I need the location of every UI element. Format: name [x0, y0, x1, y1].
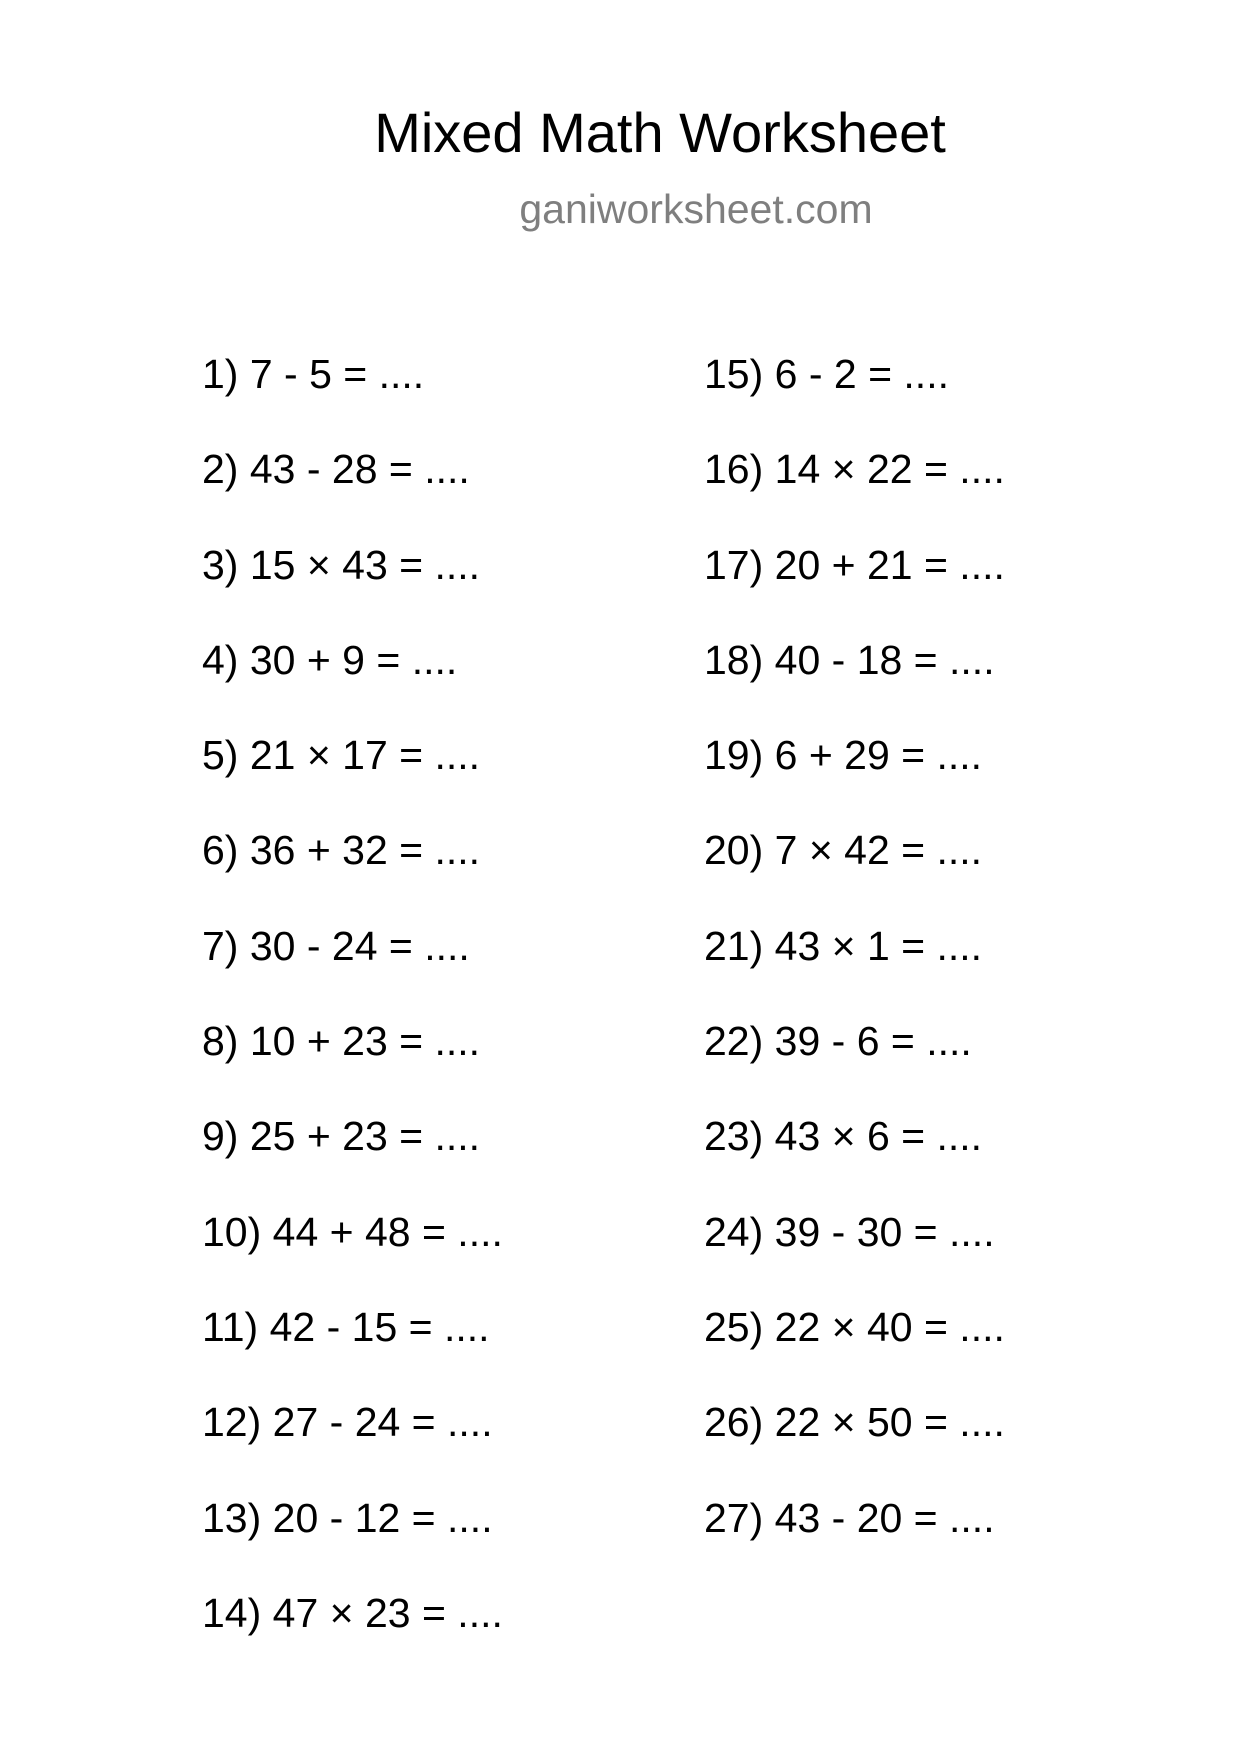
problem-column-left: [202, 349, 503, 1683]
problem-column-right: [704, 349, 1005, 1588]
problem-6: 6) 36 + 32 = ....: [202, 827, 481, 874]
problem-25: 25) 22 × 40 = ....: [704, 1303, 1005, 1350]
problem-12: 12) 27 - 24 = ....: [202, 1399, 493, 1446]
problem-8: 8) 10 + 23 = ....: [202, 1018, 481, 1065]
problem-15: 15) 6 - 2 = ....: [704, 351, 949, 397]
page-title: Mixed Math Worksheet: [374, 101, 946, 164]
problem-16: 16) 14 × 22 = ....: [704, 446, 1005, 493]
problem-11: 11) 42 - 15 = ....: [202, 1303, 490, 1350]
problem-19: 19) 6 + 29 = ....: [704, 732, 983, 779]
problem-3: 3) 15 × 43 = ....: [202, 541, 481, 588]
problem-22: 22) 39 - 6 = ....: [704, 1018, 972, 1065]
problem-1: 1) 7 - 5 = ....: [202, 351, 425, 397]
problem-14: 14) 47 × 23 = ....: [202, 1589, 503, 1636]
problem-4: 4) 30 + 9 = ....: [202, 636, 458, 683]
problem-13: 13) 20 - 12 = ....: [202, 1494, 493, 1541]
problem-20: 20) 7 × 42 = ....: [704, 827, 983, 874]
problem-24: 24) 39 - 30 = ....: [704, 1208, 995, 1255]
problem-17: 17) 20 + 21 = ....: [704, 541, 1005, 588]
problem-10: 10) 44 + 48 = ....: [202, 1208, 503, 1255]
problem-2: 2) 43 - 28 = ....: [202, 446, 470, 493]
problem-23: 23) 43 × 6 = ....: [704, 1113, 983, 1160]
problem-18: 18) 40 - 18 = ....: [704, 636, 995, 683]
problem-21: 21) 43 × 1 = ....: [704, 922, 983, 969]
problem-7: 7) 30 - 24 = ....: [202, 922, 470, 969]
problem-26: 26) 22 × 50 = ....: [704, 1399, 1005, 1446]
website-label: ganiworksheet.com: [519, 186, 873, 232]
problem-9: 9) 25 + 23 = ....: [202, 1113, 481, 1160]
problem-27: 27) 43 - 20 = ....: [704, 1494, 995, 1541]
problem-5: 5) 21 × 17 = ....: [202, 732, 481, 779]
